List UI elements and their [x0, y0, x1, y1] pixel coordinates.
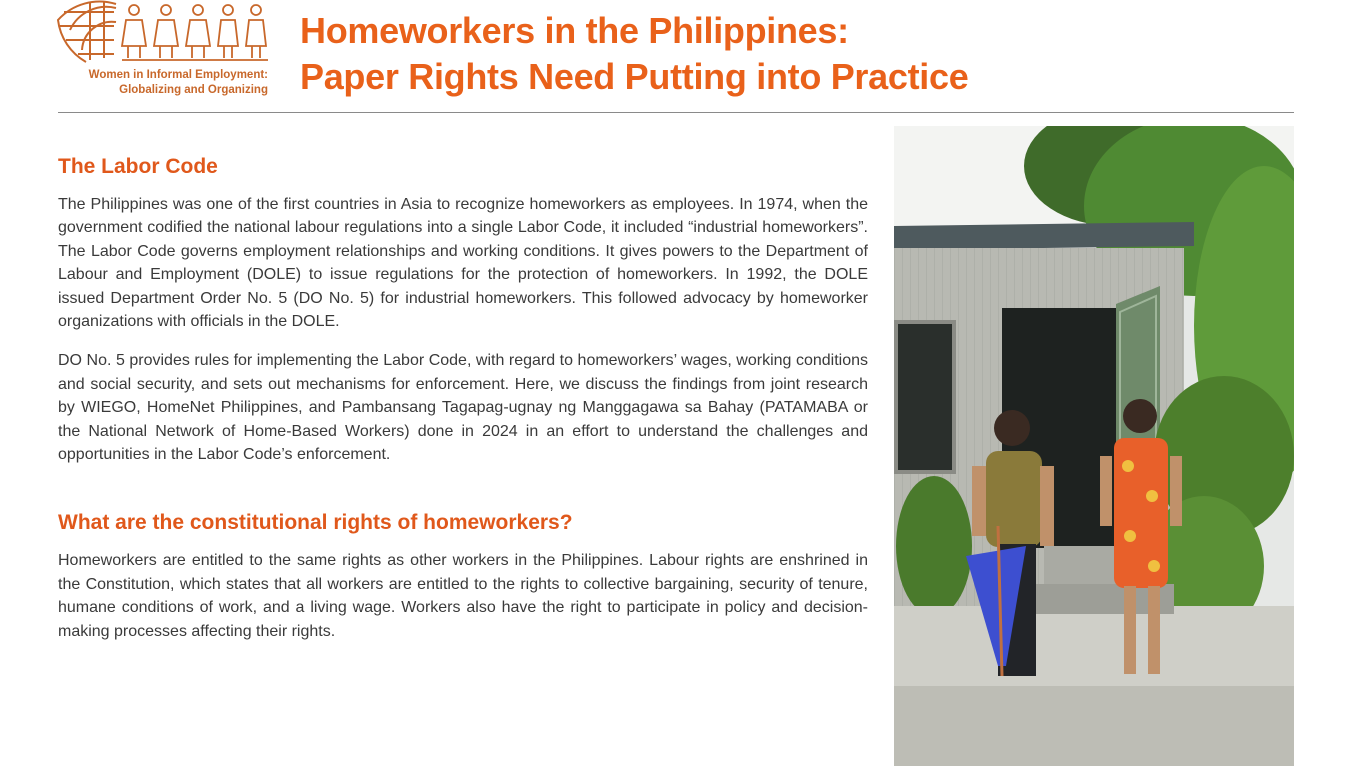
- section-heading-labor-code: The Labor Code: [58, 155, 218, 178]
- page-title: [300, 8, 968, 100]
- paragraph: DO No. 5 provides rules for implementing the Labor Code, with regard to homeworkers’ wages, working conditions and social security, and sets out mechanisms for enforcement. Here, we discuss the findings from joint research by WIEGO, HomeNet Philippines, and Pambansang Tagapag-ugnay ng Manggagawa sa Bahay (PATAMABA or the National Network of Home-Based Workers) done in 2024 in an effort to understand the challenges and opportunities in the Labor Code’s enforcement.: [58, 352, 868, 464]
- main-content: [58, 152, 868, 659]
- page-title-line2: Paper Rights Need Putting into Practice: [300, 56, 969, 97]
- two-women-outside-house-image: [894, 126, 1294, 766]
- logo-tagline-line2: Globalizing and Organizing: [119, 84, 268, 96]
- logo-tagline: [89, 68, 268, 98]
- wiego-logo: [56, 0, 270, 100]
- section-heading-constitutional-rights: What are the constitutional rights of homeworkers?: [58, 511, 573, 535]
- homeworkers-photo: [894, 126, 1294, 766]
- page-title-line1: Homeworkers in the Philippines:: [300, 10, 849, 51]
- paragraph: Homeworkers are entitled to the same rights as other workers in the Philippines. Labour rights are enshrined in the Constitution, which states that all workers are entitled to the rights to collective bargaining, security of tenure, humane conditions of work, and a living wage. Workers also have the right to participate in policy and decision-making processes affecting their rights.: [58, 552, 868, 640]
- paragraph: The Philippines was one of the first countries in Asia to recognize homeworkers as employees. In 1974, when the government codified the national labour regulations into a single Labor Code, it included “industrial homeworkers”. The Labor Code governs employment relationships and working conditions. It gives powers to the Department of Labour and Employment (DOLE) to issue regulations for the protection of homeworkers. In 1992, the DOLE issued Department Order No. 5 (DO No. 5) for industrial homeworkers. This followed advocacy by homeworker organizations with officials in the DOLE.: [58, 196, 868, 331]
- header-divider: [58, 112, 1294, 113]
- logo-tagline-line1: Women in Informal Employment:: [88, 69, 268, 81]
- globe-women-logo-icon: [56, 0, 270, 64]
